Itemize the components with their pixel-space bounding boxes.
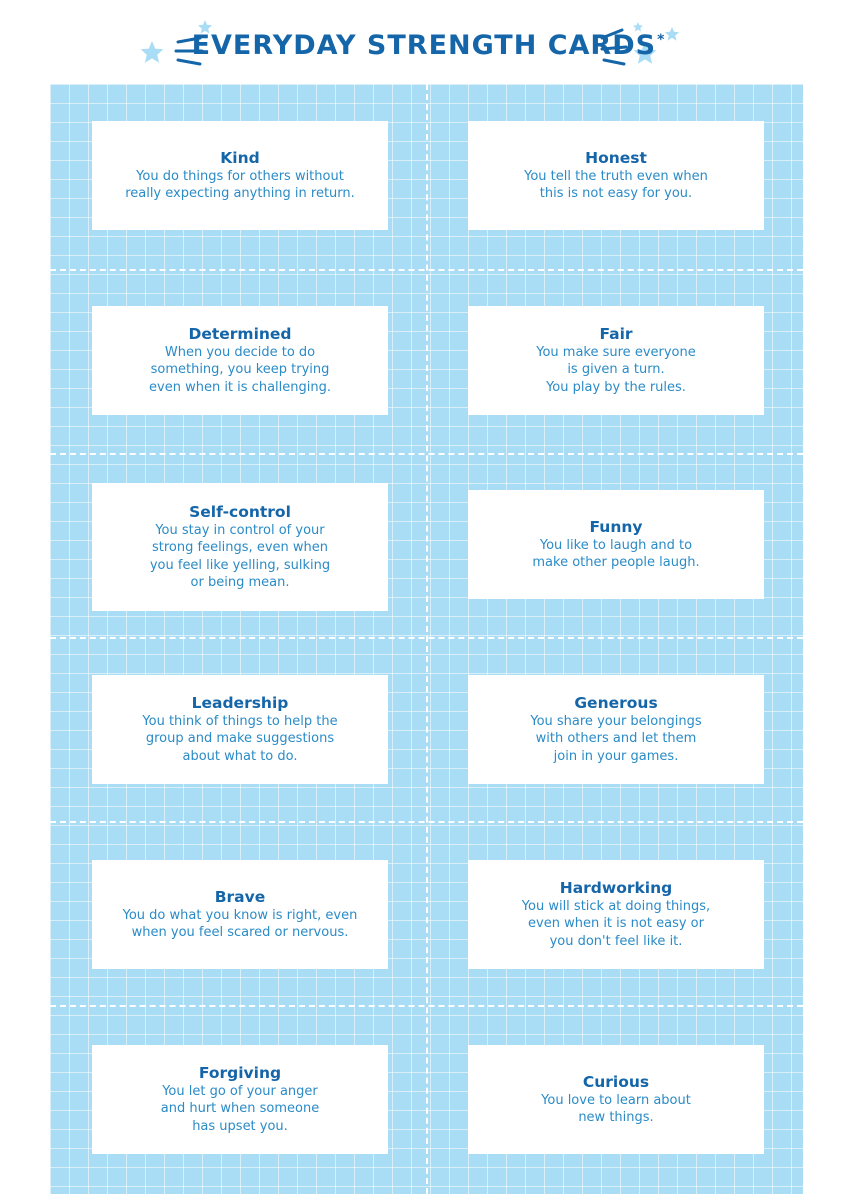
cut-line-vertical — [426, 84, 428, 1194]
card-description: You stay in control of your strong feelings, even when you feel like yelling, sulking or being mean. — [149, 522, 331, 590]
strength-card — [468, 675, 764, 784]
card-description: You make sure everyone is given a turn. You play by the rules. — [536, 344, 696, 395]
strength-card — [92, 675, 388, 784]
card-title: Leadership — [191, 693, 289, 712]
card-description: You share your belongings with others and let them join in your games. — [530, 713, 702, 764]
card-title: Forgiving — [198, 1063, 282, 1082]
strength-card — [468, 121, 764, 230]
card-description: You let go of your anger and hurt when someone has upset you. — [160, 1083, 320, 1134]
card-description: You do things for others without really expecting anything in return. — [125, 168, 355, 201]
card-description: You like to laugh and to make other people laugh. — [532, 537, 700, 570]
card-title: Curious — [582, 1072, 650, 1091]
page-header — [0, 0, 857, 84]
card-title: Kind — [220, 148, 260, 167]
strength-card — [468, 1045, 764, 1154]
card-description: You tell the truth even when this is not easy for you. — [524, 168, 708, 201]
card-title: Funny — [589, 517, 643, 536]
cut-line-horizontal — [50, 269, 803, 271]
card-description: You love to learn about new things. — [541, 1092, 691, 1125]
strength-card — [92, 1045, 388, 1154]
card-title: Brave — [214, 887, 266, 906]
cut-line-horizontal — [50, 1005, 803, 1007]
strength-card — [92, 483, 388, 611]
strength-card — [92, 306, 388, 415]
card-title: Honest — [585, 148, 647, 167]
strength-card — [92, 860, 388, 969]
card-description: When you decide to do something, you keep trying even when it is challenging. — [149, 344, 331, 395]
card-description: You will stick at doing things, even when it is not easy or you don't feel like it. — [521, 898, 711, 949]
page-title-text: EVERYDAY STRENGTH CARDS — [191, 30, 657, 61]
page-title — [0, 30, 857, 61]
cut-line-horizontal — [50, 821, 803, 823]
strength-card — [92, 121, 388, 230]
cut-line-horizontal — [50, 453, 803, 455]
card-description: You do what you know is right, even when you feel scared or nervous. — [122, 907, 358, 940]
card-description: You think of things to help the group and make suggestions about what to do. — [142, 713, 338, 764]
card-sheet — [50, 84, 803, 1194]
strength-card — [468, 306, 764, 415]
strength-card — [468, 490, 764, 599]
card-title: Hardworking — [559, 878, 673, 897]
card-title: Determined — [188, 324, 292, 343]
cut-line-horizontal — [50, 637, 803, 639]
card-title: Fair — [599, 324, 633, 343]
card-title: Self-control — [189, 502, 291, 521]
strength-card — [468, 860, 764, 969]
card-title: Generous — [574, 693, 658, 712]
title-asterisk: * — [657, 32, 666, 48]
